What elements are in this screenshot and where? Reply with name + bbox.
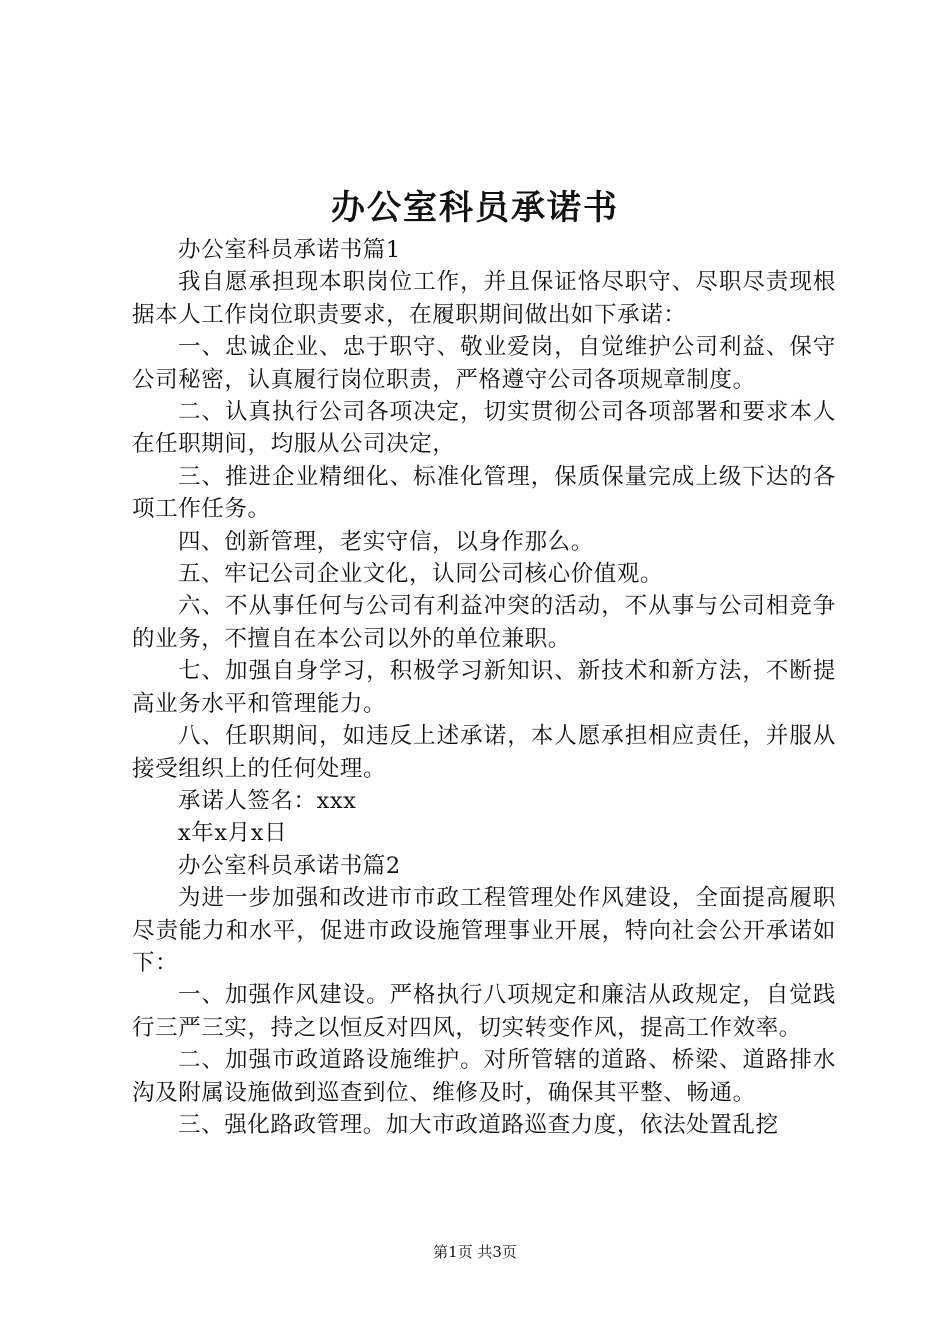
page-footer: 第1页 共3页	[433, 1243, 517, 1261]
paragraph: 一、加强作风建设。严格执行八项规定和廉洁从政规定，自觉践行三严三实，持之以恒反对四风，切实转变作风，提高工作效率。	[132, 982, 836, 1041]
paragraph: 办公室科员承诺书篇1	[178, 237, 401, 263]
signature-line: 承诺人签名：xxx	[178, 787, 357, 814]
paragraph: 为进一步加强和改进市市政工程管理处作风建设，全面提高履职尽责能力和水平，促进市政设施管理事业开展，特向社会公开承诺如下：	[132, 885, 836, 976]
paragraph: 二、认真执行公司各项决定，切实贯彻公司各项部署和要求本人在任职期间，均服从公司决定，	[132, 399, 836, 458]
section-heading: 办公室科员承诺书篇2	[178, 852, 401, 879]
paragraph: 七、加强自身学习，积极学习新知识、新技术和新方法，不断提高业务水平和管理能力。	[132, 658, 836, 717]
paragraph: 三、强化路政管理。加大市政道路巡查力度，依法处置乱挖	[178, 1111, 779, 1138]
document-body	[132, 234, 836, 1141]
paragraph: 三、推进企业精细化、标准化管理，保质保量完成上级下达的各项工作任务。	[132, 463, 836, 523]
paragraph: 五、牢记公司企业文化，认同公司核心价值观。	[178, 561, 664, 588]
paragraph: 一、忠诚企业、忠于职守、敬业爱岗，自觉维护公司利益、保守公司秘密，认真履行岗位职责，严格遵守公司各项规章制度。	[132, 334, 836, 393]
document-title: 办公室科员承诺书	[331, 188, 619, 228]
paragraph: 四、创新管理，老实守信，以身作那么。	[178, 528, 594, 555]
paragraph: 二、加强市政道路设施维护。对所管辖的道路、桥梁、道路排水沟及附属设施做到巡查到位、维修及时，确保其平整、畅通。	[132, 1047, 836, 1106]
date-line: x年x月x日	[178, 820, 288, 847]
paragraph: 八、任职期间，如违反上述承诺，本人愿承担相应责任，并服从接受组织上的任何处理。	[132, 723, 836, 782]
paragraph: 我自愿承担现本职岗位工作，并且保证恪尽职守、尽职尽责现根据本人工作岗位职责要求，在履职期间做出如下承诺：	[132, 269, 836, 328]
paragraph: 六、不从事任何与公司有利益冲突的活动，不从事与公司相竞争的业务，不擅自在本公司以外的单位兼职。	[132, 593, 836, 652]
